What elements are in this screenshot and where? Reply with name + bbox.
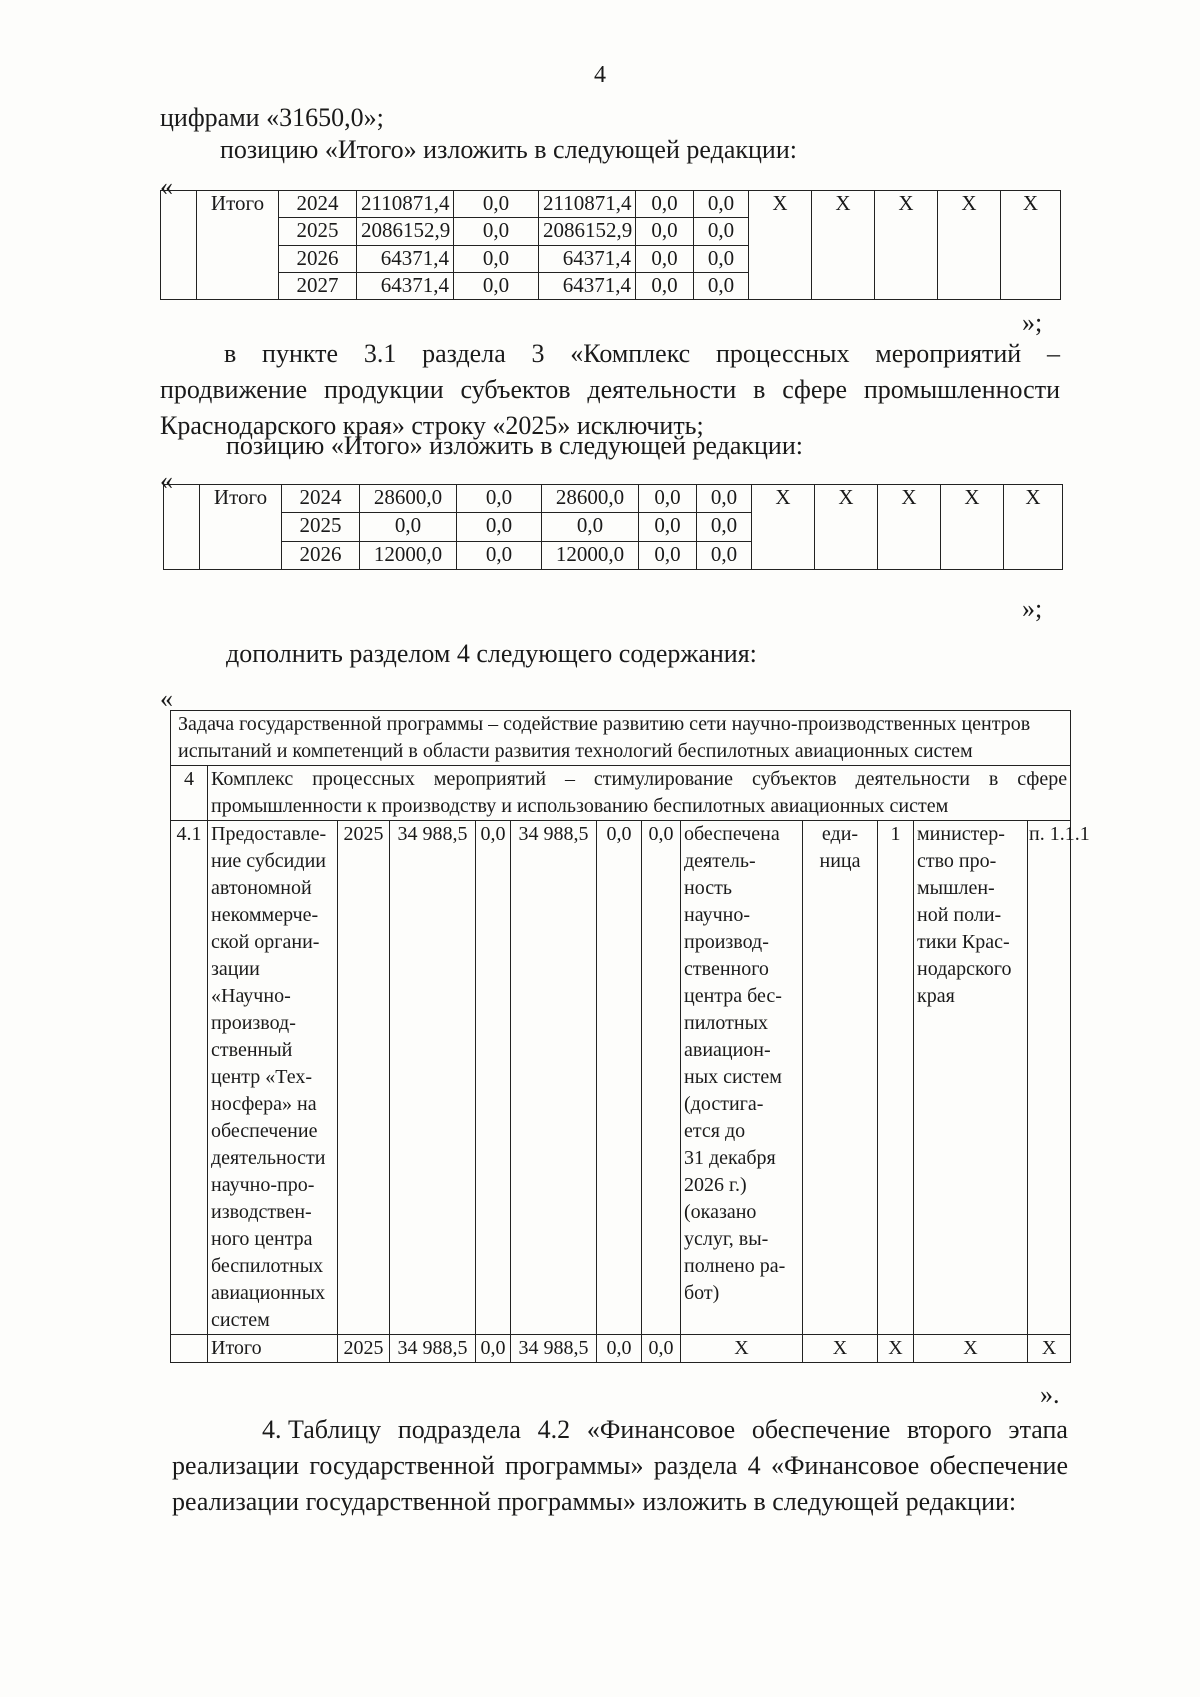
table-row: 4.1 Предоставле- ние субсидии автономной некоммерче- ской органи- зации «Научно- производ- ственный центр «Тех- носфера» на обеспечение деятельности научно-про- изводствен- ного центра беспилотных авиационных систем 2025 34 988,5 0,0 34 988,5 0,0 0,0 обеспечена деятель- ность научно- производ- ственного центра бес- пилотных авиацион- ных систем (достига- ется до 31 декабря 2026 г.) (оказано услуг, вы- полнено ра- бот) еди- ница 1 министер- ство про- мышлен- ной поли- тики Крас- нодарского края п. 1.1.1	[171, 821, 1071, 1335]
itogo-table-1	[160, 190, 1061, 300]
table-row: 2026 12000,0 0,0 12000,0 0,0 0,0	[164, 541, 1063, 569]
open-quote-1: «	[160, 172, 173, 201]
executor-cell: министер- ство про- мышлен- ной поли- тики Крас- нодарского края	[914, 821, 1028, 1335]
close-quote-2: »;	[1022, 594, 1043, 623]
table-row: 2025 2086152,9 0,0 2086152,9 0,0 0,0	[161, 218, 1061, 245]
table-row: Итого 2025 34 988,5 0,0 34 988,5 0,0 0,0 X X X X X	[171, 1335, 1071, 1363]
itogo-table-2	[163, 484, 1063, 570]
paragraph-line: в пункте 3.1 раздела 3 «Комплекс процессных мероприятий –	[224, 339, 1060, 368]
paragraph-digits: цифрами «31650,0»;	[160, 103, 384, 132]
close-quote-1: »;	[1022, 308, 1043, 337]
description-cell: Предоставле- ние субсидии автономной некоммерче- ской органи- зации «Научно- производ- ственный центр «Тех- носфера» на обеспечение деятельности научно-про- изводствен- ного центра беспилотных авиационных систем	[208, 821, 338, 1335]
paragraph-line: 4. Таблицу подраздела 4.2 «Финансовое обеспечение второго этапа	[262, 1415, 1068, 1444]
open-quote-3: «	[160, 684, 173, 713]
unit-cell: еди- ница	[803, 821, 878, 1335]
table-row: Итого 2024 28600,0 0,0 28600,0 0,0 0,0 X X X X X	[164, 485, 1063, 513]
section-4-table	[170, 710, 1090, 1363]
itogo-label: Итого	[197, 191, 279, 300]
section-header: Комплекс процессных мероприятий – стимулирование субъектов деятельности в сфере промышленности к производству и использованию беспилотных авиационных систем	[208, 766, 1071, 821]
paragraph-add-section: дополнить разделом 4 следующего содержания:	[226, 639, 757, 668]
table-row: 2026 64371,4 0,0 64371,4 0,0 0,0	[161, 245, 1061, 272]
paragraph-itogo-1: позицию «Итого» изложить в следующей редакции:	[220, 135, 797, 164]
itogo-label: Итого	[200, 485, 282, 570]
table-row: Итого 2024 2110871,4 0,0 2110871,4 0,0 0,0 X X X X X	[161, 191, 1061, 218]
page-number: 4	[594, 62, 606, 88]
paragraph-itogo-2: позицию «Итого» изложить в следующей редакции:	[226, 431, 803, 460]
result-cell: обеспечена деятель- ность научно- производ- ственного центра бес- пилотных авиацион- ных систем (достига- ется до 31 декабря 2026 г.) (оказано услуг, вы- полнено ра- бот)	[681, 821, 803, 1335]
open-quote-2: «	[160, 466, 173, 495]
table-row: 2025 0,0 0,0 0,0 0,0 0,0	[164, 513, 1063, 541]
table-row	[171, 711, 1071, 766]
task-header: Задача государственной программы – содействие развитию сети научно-производственных центров испытаний и компетенций в области развития технологий беспилотных авиационных систем	[171, 711, 1071, 766]
paragraph-section-3-1: в пункте 3.1 раздела 3 «Комплекс процессных мероприятий – продвижение продукции субъектов деятельности в сфере промышленности Краснодарского края» строку «2025» исключить;	[160, 336, 1060, 444]
paragraph-table-4-2: 4. Таблицу подраздела 4.2 «Финансовое обеспечение второго этапа реализации государственной программы» раздела 4 «Финансовое обеспечение реализации государственной программы» изложить в следующей редакции:	[172, 1412, 1068, 1520]
close-quote-3: ».	[1040, 1380, 1060, 1409]
table-row: 2027 64371,4 0,0 64371,4 0,0 0,0	[161, 272, 1061, 299]
table-row: 4 Комплекс процессных мероприятий – стимулирование субъектов деятельности в сфере промышленности к производству и использованию беспилотных авиационных систем	[171, 766, 1071, 821]
